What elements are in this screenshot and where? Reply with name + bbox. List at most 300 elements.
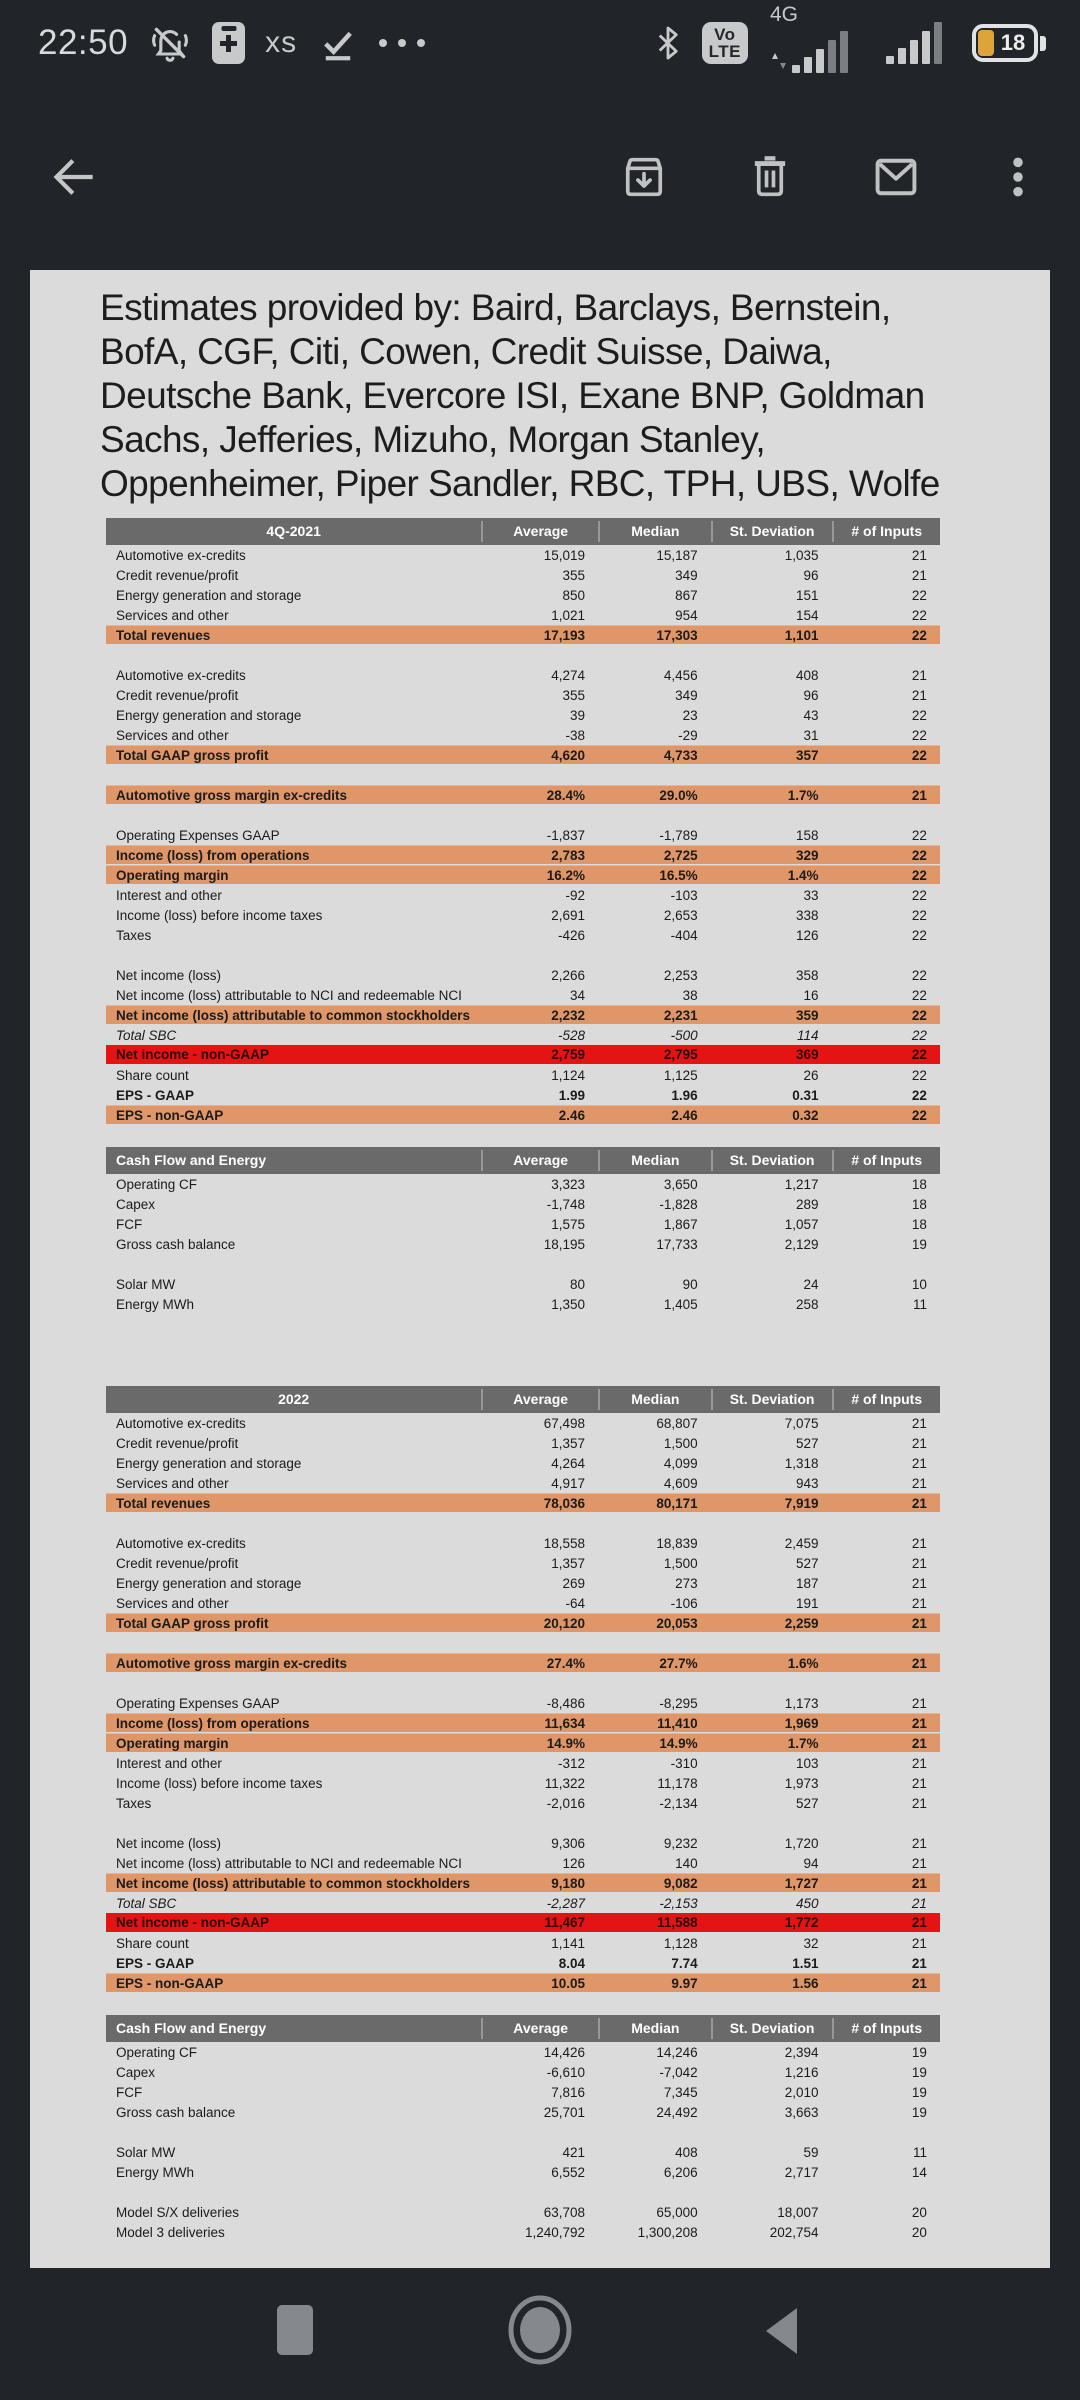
table-row bbox=[106, 665, 940, 685]
cell-value: -528 bbox=[558, 1027, 586, 1043]
cell-value: 22 bbox=[911, 747, 927, 763]
table-row bbox=[106, 1453, 940, 1473]
table-row bbox=[106, 1913, 940, 1933]
table-row bbox=[106, 1693, 940, 1713]
cell-value: 18 bbox=[911, 1176, 927, 1192]
column-header: Median bbox=[598, 521, 711, 542]
cell-value: 2,010 bbox=[784, 2084, 819, 2100]
financial-table bbox=[106, 1147, 940, 1314]
column-header: Median bbox=[598, 1150, 711, 1171]
cell-value: -310 bbox=[670, 1755, 698, 1771]
cell-value: 21 bbox=[911, 1435, 927, 1451]
cell-value: 20 bbox=[911, 2204, 927, 2220]
cell-value: 22 bbox=[911, 627, 927, 643]
cell-value: 954 bbox=[675, 607, 698, 623]
row-label: EPS - GAAP bbox=[116, 1955, 195, 1971]
battery-indicator bbox=[972, 24, 1046, 62]
cell-value: 7,919 bbox=[784, 1495, 819, 1511]
column-header: # of Inputs bbox=[832, 2018, 940, 2039]
cell-value: 527 bbox=[796, 1435, 819, 1451]
cell-value: 126 bbox=[796, 927, 819, 943]
row-label: Credit revenue/profit bbox=[116, 1555, 239, 1571]
cell-value: -1,837 bbox=[546, 827, 586, 843]
cell-value: 1.51 bbox=[792, 1955, 819, 1971]
cell-value: 943 bbox=[796, 1475, 819, 1491]
cell-value: 0.31 bbox=[792, 1087, 819, 1103]
cell-value: 21 bbox=[911, 1775, 927, 1791]
cell-value: 4,274 bbox=[551, 667, 586, 683]
row-label: Net income (loss) attributable to common stockholders bbox=[116, 1875, 471, 1891]
cell-value: 2.46 bbox=[671, 1107, 698, 1123]
cell-value: 21 bbox=[911, 1755, 927, 1771]
home-circle-icon[interactable] bbox=[506, 2293, 574, 2370]
intro-line: BofA, CGF, Citi, Cowen, Credit Suisse, Daiwa, bbox=[100, 331, 832, 372]
cell-value: 527 bbox=[796, 1795, 819, 1811]
delete-button[interactable] bbox=[744, 151, 796, 206]
cell-value: 21 bbox=[911, 1975, 927, 1991]
table-row bbox=[106, 1005, 940, 1025]
table-header-row bbox=[106, 2015, 940, 2042]
cell-value: -312 bbox=[558, 1755, 586, 1771]
cell-value: 18,007 bbox=[777, 2204, 819, 2220]
row-label: Automotive ex-credits bbox=[116, 1415, 246, 1431]
cell-value: 408 bbox=[796, 667, 819, 683]
cell-value: -2,134 bbox=[659, 1795, 698, 1811]
cell-value: 15,187 bbox=[656, 547, 698, 563]
cell-value: 1,035 bbox=[784, 547, 819, 563]
table-row bbox=[106, 1713, 940, 1733]
cell-value: 1,772 bbox=[784, 1915, 819, 1930]
cell-value: 140 bbox=[675, 1855, 698, 1871]
cell-value: 2,259 bbox=[784, 1615, 819, 1631]
battery-percent: 18 bbox=[1000, 30, 1026, 55]
cell-value: 191 bbox=[796, 1595, 819, 1611]
cell-value: 2,725 bbox=[663, 847, 698, 863]
table-row bbox=[106, 1933, 940, 1953]
cell-value: 7,816 bbox=[551, 2084, 586, 2100]
cell-value: 1,720 bbox=[784, 1835, 819, 1851]
status-bar bbox=[0, 0, 1080, 86]
cell-value: 1.7% bbox=[787, 1735, 819, 1751]
cell-value: 151 bbox=[796, 587, 819, 603]
cell-value: 22 bbox=[911, 1087, 927, 1103]
cell-value: 1,500 bbox=[663, 1555, 698, 1571]
cell-value: 114 bbox=[797, 1027, 819, 1043]
row-label: Solar MW bbox=[116, 1276, 176, 1292]
table-row bbox=[106, 2202, 940, 2222]
cell-value: 1,300,208 bbox=[637, 2224, 698, 2240]
cell-value: 21 bbox=[911, 1835, 927, 1851]
cell-value: 1.99 bbox=[558, 1087, 586, 1103]
table-row bbox=[106, 2042, 940, 2062]
cell-value: 21 bbox=[911, 1715, 927, 1731]
cell-value: 14,246 bbox=[656, 2044, 698, 2060]
table-spacer bbox=[106, 645, 940, 665]
row-label: Energy generation and storage bbox=[116, 1575, 302, 1591]
cell-value: 65,000 bbox=[656, 2204, 698, 2220]
table-row bbox=[106, 1105, 940, 1125]
table-row bbox=[106, 825, 940, 845]
cell-value: 15,019 bbox=[543, 547, 586, 563]
cell-value: 38 bbox=[682, 987, 698, 1003]
row-label: FCF bbox=[116, 2084, 143, 2100]
cell-value: 11,467 bbox=[544, 1915, 586, 1930]
row-label: Model S/X deliveries bbox=[116, 2204, 240, 2220]
cell-value: 2.46 bbox=[558, 1107, 586, 1123]
cell-value: 2,759 bbox=[551, 1047, 586, 1062]
cell-value: 19 bbox=[911, 2064, 927, 2080]
table-row bbox=[106, 1893, 940, 1913]
intro-line: Estimates provided by: Baird, Barclays, Bernstein, bbox=[100, 287, 891, 328]
cell-value: 357 bbox=[796, 747, 819, 763]
cell-value: 329 bbox=[796, 847, 819, 863]
cell-value: 2,717 bbox=[784, 2164, 819, 2180]
cell-value: 126 bbox=[562, 1855, 586, 1871]
cell-value: 96 bbox=[803, 567, 819, 583]
cell-value: 21 bbox=[911, 1935, 927, 1951]
cell-value: 11,634 bbox=[544, 1715, 586, 1731]
intro-line: Deutsche Bank, Evercore ISI, Exane BNP, Goldman bbox=[100, 375, 925, 416]
cell-value: 1,405 bbox=[663, 1296, 698, 1312]
cell-value: 4,264 bbox=[551, 1455, 586, 1471]
overflow-menu-icon bbox=[996, 151, 1040, 203]
cell-value: 24 bbox=[803, 1276, 819, 1292]
column-header: Median bbox=[598, 2018, 711, 2039]
cell-value: 359 bbox=[796, 1007, 819, 1023]
cell-value: 11 bbox=[912, 1296, 927, 1312]
back-button[interactable] bbox=[46, 149, 102, 208]
cell-value: 21 bbox=[911, 1655, 927, 1671]
table-row bbox=[106, 885, 940, 905]
cell-value: 158 bbox=[796, 827, 819, 843]
table-header-row bbox=[106, 1147, 940, 1174]
table-row bbox=[106, 2142, 940, 2162]
cell-value: 22 bbox=[911, 927, 927, 943]
table-row bbox=[106, 1473, 940, 1493]
cell-value: 7,345 bbox=[663, 2084, 698, 2100]
row-label: Net income (loss) attributable to common stockholders bbox=[116, 1007, 471, 1023]
table-row bbox=[106, 1025, 940, 1045]
cell-value: -106 bbox=[670, 1595, 698, 1611]
cell-value: 20,120 bbox=[543, 1615, 586, 1631]
cell-value: -500 bbox=[670, 1027, 698, 1043]
table-spacer bbox=[106, 765, 940, 785]
column-header: St. Deviation bbox=[711, 521, 832, 542]
cell-value: 1,867 bbox=[663, 1216, 698, 1232]
row-label: Taxes bbox=[116, 1795, 152, 1811]
cell-value: -92 bbox=[565, 887, 586, 903]
cell-value: 21 bbox=[911, 1735, 927, 1751]
cell-value: 7.74 bbox=[671, 1955, 698, 1971]
cell-value: 21 bbox=[911, 1895, 927, 1911]
cell-value: -1,828 bbox=[659, 1196, 698, 1212]
cell-value: 1.56 bbox=[792, 1975, 819, 1991]
cell-value: 1,101 bbox=[784, 627, 819, 643]
table-row bbox=[106, 1274, 940, 1294]
table-row bbox=[106, 1653, 940, 1673]
cell-value: 7,075 bbox=[784, 1415, 819, 1431]
signal-bars-sim1-icon bbox=[764, 3, 870, 75]
table-spacer bbox=[106, 1513, 940, 1533]
row-label: Net income (loss) bbox=[116, 967, 222, 983]
cell-value: 349 bbox=[675, 567, 698, 583]
cell-value: 21 bbox=[911, 1475, 927, 1491]
table-row bbox=[106, 905, 940, 925]
row-label: Automotive ex-credits bbox=[116, 1535, 246, 1551]
cell-value: 21 bbox=[911, 1595, 927, 1611]
cell-value: 1,057 bbox=[784, 1216, 819, 1232]
row-label: Credit revenue/profit bbox=[116, 567, 239, 583]
android-nav-bar bbox=[0, 2268, 1080, 2400]
table-row bbox=[106, 2162, 940, 2182]
delete-icon bbox=[744, 151, 796, 203]
cell-value: 21 bbox=[911, 1795, 927, 1811]
cell-value: 1,240,792 bbox=[524, 2224, 586, 2240]
row-label: Operating CF bbox=[116, 2044, 198, 2060]
table-row bbox=[106, 1593, 940, 1613]
battery-saver-icon bbox=[212, 22, 245, 64]
table-row bbox=[106, 2222, 940, 2242]
column-header: Average bbox=[481, 1150, 598, 1171]
row-label: Services and other bbox=[116, 607, 229, 623]
cell-value: 2,253 bbox=[663, 967, 698, 983]
cell-value: 2,653 bbox=[663, 907, 698, 923]
intro-line: Oppenheimer, Piper Sandler, RBC, TPH, UBS, Wolfe bbox=[100, 463, 940, 504]
table-row bbox=[106, 1045, 940, 1065]
cell-value: 80 bbox=[570, 1276, 586, 1292]
cell-value: 202,754 bbox=[769, 2224, 819, 2240]
row-label: Operating Expenses GAAP bbox=[116, 827, 280, 843]
row-label: EPS - non-GAAP bbox=[116, 1107, 224, 1123]
cell-value: 2,266 bbox=[551, 967, 586, 983]
cell-value: 90 bbox=[682, 1276, 698, 1292]
cell-value: -1,789 bbox=[659, 827, 698, 843]
table-title: Cash Flow and Energy bbox=[116, 2020, 267, 2036]
row-label: Net income - non-GAAP bbox=[116, 1047, 270, 1062]
cell-value: 21 bbox=[911, 687, 927, 703]
table-spacer bbox=[106, 1633, 940, 1653]
check-underline-icon bbox=[317, 22, 359, 64]
table-row bbox=[106, 1573, 940, 1593]
cell-value: -7,042 bbox=[659, 2064, 698, 2080]
cell-value: 338 bbox=[796, 907, 819, 923]
cell-value: 11,588 bbox=[657, 1915, 698, 1930]
column-header: St. Deviation bbox=[711, 1389, 832, 1410]
cell-value: 9,082 bbox=[663, 1875, 698, 1891]
vibrate-muted-bell-icon bbox=[148, 21, 192, 65]
cell-value: 21 bbox=[911, 547, 927, 563]
cell-value: 4,456 bbox=[663, 667, 698, 683]
row-label: Net income (loss) attributable to NCI and redeemable NCI bbox=[116, 987, 462, 1003]
cell-value: 22 bbox=[911, 727, 927, 743]
cell-value: 11,178 bbox=[657, 1775, 698, 1791]
table-row bbox=[106, 1773, 940, 1793]
table-row bbox=[106, 965, 940, 985]
table-row bbox=[106, 1065, 940, 1085]
cell-value: 22 bbox=[911, 827, 927, 843]
table-row bbox=[106, 625, 940, 645]
cell-value: 1,969 bbox=[784, 1715, 819, 1731]
cell-value: 68,807 bbox=[656, 1415, 698, 1431]
cell-value: -404 bbox=[670, 927, 698, 943]
cell-value: 1,125 bbox=[663, 1067, 698, 1083]
cell-value: -64 bbox=[565, 1595, 586, 1611]
tables bbox=[100, 518, 982, 2242]
archive-button[interactable] bbox=[618, 151, 670, 206]
cell-value: 289 bbox=[796, 1196, 819, 1212]
cell-value: 33 bbox=[803, 887, 819, 903]
cell-value: 78,036 bbox=[543, 1495, 586, 1511]
cell-value: 27.7% bbox=[659, 1655, 698, 1671]
cell-value: 1,217 bbox=[784, 1176, 819, 1192]
cell-value: 349 bbox=[675, 687, 698, 703]
cell-value: 59 bbox=[803, 2144, 819, 2160]
row-label: Income (loss) before income taxes bbox=[116, 907, 323, 923]
cell-value: 14.9% bbox=[546, 1735, 586, 1751]
cell-value: 4,099 bbox=[663, 1455, 698, 1471]
row-label: Energy MWh bbox=[116, 2164, 195, 2180]
cell-value: 21 bbox=[911, 667, 927, 683]
table-row bbox=[106, 565, 940, 585]
attachment-page[interactable] bbox=[30, 270, 1050, 2268]
cell-value: 17,303 bbox=[656, 627, 698, 643]
intro-line: Sachs, Jefferies, Mizuho, Morgan Stanley, bbox=[100, 419, 766, 460]
status-bar-right bbox=[650, 3, 1046, 75]
recents-square-icon[interactable] bbox=[277, 2305, 313, 2355]
archive-icon bbox=[618, 151, 670, 203]
row-label: Energy generation and storage bbox=[116, 707, 302, 723]
table-header-row bbox=[106, 1386, 940, 1413]
cell-value: 4,620 bbox=[551, 747, 586, 763]
table-spacer bbox=[106, 805, 940, 825]
row-label: Taxes bbox=[116, 927, 152, 943]
cell-value: 1.6% bbox=[787, 1655, 819, 1671]
cell-value: 358 bbox=[796, 967, 819, 983]
row-label: Total SBC bbox=[116, 1027, 177, 1043]
cell-value: 11 bbox=[912, 2144, 927, 2160]
cell-value: 8.04 bbox=[558, 1955, 586, 1971]
row-label: Net income (loss) bbox=[116, 1835, 222, 1851]
column-header: St. Deviation bbox=[711, 1150, 832, 1171]
cell-value: 2,691 bbox=[551, 907, 586, 923]
cell-value: -8,486 bbox=[546, 1695, 586, 1711]
cell-value: 10 bbox=[911, 1276, 927, 1292]
cell-value: 21 bbox=[911, 1695, 927, 1711]
table-row bbox=[106, 865, 940, 885]
column-header: Average bbox=[481, 2018, 598, 2039]
table-row bbox=[106, 1194, 940, 1214]
column-header: St. Deviation bbox=[711, 2018, 832, 2039]
back-triangle-icon[interactable] bbox=[763, 2305, 799, 2360]
xs-app-icon: xs bbox=[265, 26, 298, 59]
table-row bbox=[106, 1413, 940, 1433]
cell-value: 25,701 bbox=[543, 2104, 586, 2120]
cell-value: 6,552 bbox=[551, 2164, 586, 2180]
cell-value: 22 bbox=[911, 1067, 927, 1083]
table-row bbox=[106, 2082, 940, 2102]
table-row bbox=[106, 745, 940, 765]
table-row bbox=[106, 605, 940, 625]
row-label: Solar MW bbox=[116, 2144, 176, 2160]
overflow-menu-button[interactable] bbox=[996, 151, 1040, 206]
cell-value: 94 bbox=[803, 1855, 819, 1871]
column-header: Average bbox=[481, 521, 598, 542]
cell-value: 67,498 bbox=[543, 1415, 586, 1431]
cell-value: -29 bbox=[678, 727, 698, 743]
table-gap bbox=[100, 1125, 982, 1147]
cell-value: 16.5% bbox=[659, 867, 698, 883]
cell-value: 21 bbox=[911, 1915, 927, 1930]
row-label: Gross cash balance bbox=[116, 1236, 236, 1252]
cell-value: 29.0% bbox=[659, 787, 698, 803]
cell-value: 2,459 bbox=[784, 1535, 819, 1551]
row-label: Services and other bbox=[116, 727, 229, 743]
table-gap bbox=[100, 1993, 982, 2015]
cell-value: 19 bbox=[911, 2044, 927, 2060]
cell-value: 22 bbox=[911, 967, 927, 983]
cell-value: 1,318 bbox=[784, 1455, 819, 1471]
table-row bbox=[106, 1493, 940, 1513]
mark-unread-icon bbox=[870, 151, 922, 203]
battery-fill bbox=[978, 30, 994, 56]
table-header-row bbox=[106, 518, 940, 545]
table-row bbox=[106, 545, 940, 565]
cell-value: 22 bbox=[911, 867, 927, 883]
table-row bbox=[106, 2062, 940, 2082]
cell-value: 408 bbox=[675, 2144, 698, 2160]
cell-value: 21 bbox=[911, 1495, 927, 1511]
cell-value: 2,394 bbox=[784, 2044, 819, 2060]
cell-value: 20 bbox=[911, 2224, 927, 2240]
row-label: Income (loss) before income taxes bbox=[116, 1775, 323, 1791]
cell-value: -103 bbox=[670, 887, 698, 903]
cell-value: 22 bbox=[911, 587, 927, 603]
cell-value: 18,839 bbox=[656, 1535, 698, 1551]
cell-value: 16.2% bbox=[546, 867, 586, 883]
table-row bbox=[106, 1214, 940, 1234]
cell-value: 2,783 bbox=[551, 847, 586, 863]
mark-unread-button[interactable] bbox=[870, 151, 922, 206]
bluetooth-icon bbox=[650, 21, 686, 65]
cell-value: 22 bbox=[911, 847, 927, 863]
cell-value: 421 bbox=[562, 2144, 586, 2160]
row-label: Services and other bbox=[116, 1475, 229, 1491]
row-label: Automotive ex-credits bbox=[116, 547, 246, 563]
row-label: Share count bbox=[116, 1067, 189, 1083]
cell-value: 21 bbox=[911, 1955, 927, 1971]
cell-value: 369 bbox=[796, 1047, 819, 1062]
cell-value: 21 bbox=[911, 1575, 927, 1591]
table-spacer bbox=[106, 945, 940, 965]
row-label: Share count bbox=[116, 1935, 189, 1951]
cell-value: 103 bbox=[796, 1755, 819, 1771]
cell-value: 1,216 bbox=[784, 2064, 819, 2080]
table-row bbox=[106, 725, 940, 745]
table-row bbox=[106, 1833, 940, 1853]
row-label: FCF bbox=[116, 1216, 143, 1232]
table-row bbox=[106, 1174, 940, 1194]
cell-value: 22 bbox=[911, 1047, 927, 1062]
table-spacer bbox=[106, 1254, 940, 1274]
table-gap bbox=[100, 1314, 982, 1386]
signal-bars-sim2-icon bbox=[886, 16, 956, 71]
cell-value: 1,727 bbox=[784, 1875, 819, 1891]
cell-value: 21 bbox=[911, 1415, 927, 1431]
cell-value: 63,708 bbox=[543, 2204, 586, 2220]
network-type-label: 4G bbox=[770, 3, 799, 26]
cell-value: 9,306 bbox=[551, 1835, 586, 1851]
table-row bbox=[106, 845, 940, 865]
